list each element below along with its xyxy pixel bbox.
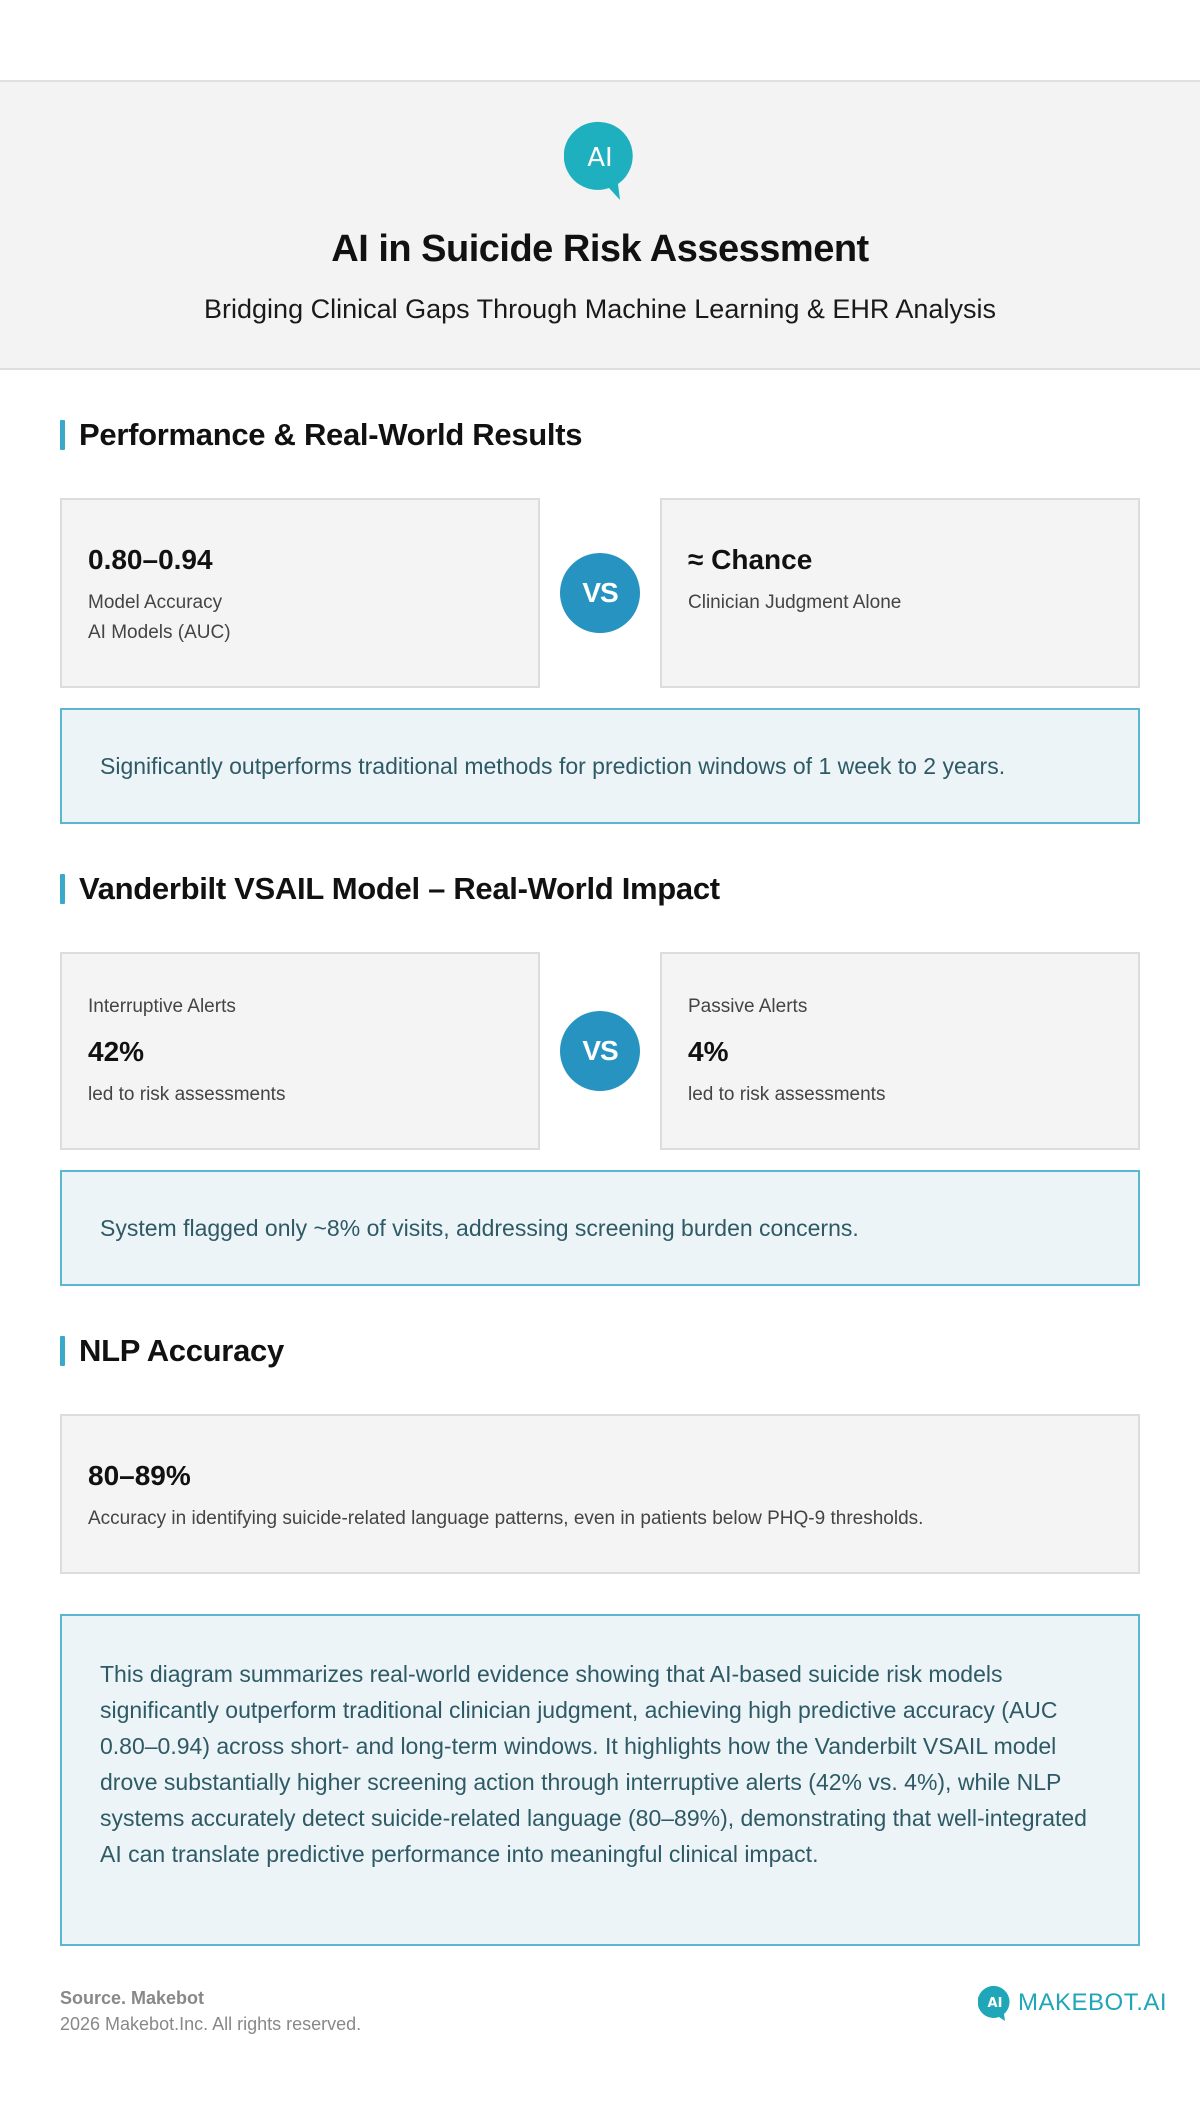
footer-source: Source. Makebot (60, 1988, 205, 2008)
vsail-note (60, 1170, 1140, 1286)
footer-copyright: 2026 Makebot.Inc. All rights reserved. (60, 2014, 362, 2034)
section-heading-performance (60, 418, 582, 452)
card-value: 0.80–0.94 (88, 544, 213, 575)
card-label: Accuracy in identifying suicide-related language patterns, even in patients below PHQ-9 thresholds. (88, 1508, 924, 1529)
page-title: AI in Suicide Risk Assessment (331, 228, 869, 270)
clinician-judgment-card (660, 498, 1140, 688)
card-value: 4% (688, 1036, 729, 1067)
card-title: Passive Alerts (688, 996, 808, 1017)
performance-note (60, 708, 1140, 824)
brand-name: MAKEBOT.AI (1018, 1989, 1168, 2016)
card-label: led to risk assessments (688, 1084, 886, 1105)
ai-model-accuracy-card (60, 498, 540, 688)
card-title: Interruptive Alerts (88, 996, 236, 1017)
header-banner (0, 80, 1200, 370)
ai-chat-bubble-icon (564, 120, 636, 202)
section-heading-vsail (60, 872, 720, 906)
makebot-logo-icon (978, 1985, 1012, 2021)
card-sublabel: AI Models (AUC) (88, 622, 231, 643)
passive-alerts-card (660, 952, 1140, 1150)
vs-badge: VS (560, 553, 640, 633)
card-label: Model Accuracy (88, 592, 223, 613)
card-value: 42% (88, 1036, 145, 1067)
section-heading-nlp (60, 1334, 284, 1368)
card-label: Clinician Judgment Alone (688, 592, 902, 613)
heading-accent-bar (60, 874, 65, 904)
logo-text: AI (587, 143, 613, 173)
heading-accent-bar (60, 1336, 65, 1366)
card-value: 80–89% (88, 1460, 191, 1491)
interruptive-alerts-card (60, 952, 540, 1150)
vs-badge: VS (560, 1011, 640, 1091)
heading-accent-bar (60, 420, 65, 450)
card-value: ≈ Chance (688, 544, 813, 575)
summary-box: This diagram summarizes real-world evidence showing that AI-based suicide risk models significantly outperform traditional clinician judgment, achieving high predictive accuracy (AUC 0.80–0.94) across short- and long-term windows. It highlights how the Vanderbilt VSAIL model drove substantially higher screening action through interruptive alerts (42% vs. 4%), while NLP systems accurately detect suicide-related language (80–89%), demonstrating that well-integrated AI can translate predictive performance into meaningful clinical impact. (60, 1614, 1140, 1946)
footer-brand (978, 1985, 1167, 2021)
section-title: NLP Accuracy (79, 1333, 284, 1368)
note-text: System flagged only ~8% of visits, addressing screening burden concerns. (100, 1215, 859, 1241)
section-title: Performance & Real-World Results (79, 417, 583, 452)
section-title: Vanderbilt VSAIL Model – Real-World Impact (79, 871, 720, 906)
brand-icon-text: AI (987, 1996, 1003, 2011)
card-label: led to risk assessments (88, 1084, 286, 1105)
nlp-accuracy-card (60, 1414, 1140, 1574)
page-subtitle: Bridging Clinical Gaps Through Machine Learning & EHR Analysis (204, 294, 996, 324)
note-text: Significantly outperforms traditional methods for prediction windows of 1 week to 2 years. (100, 753, 1006, 779)
